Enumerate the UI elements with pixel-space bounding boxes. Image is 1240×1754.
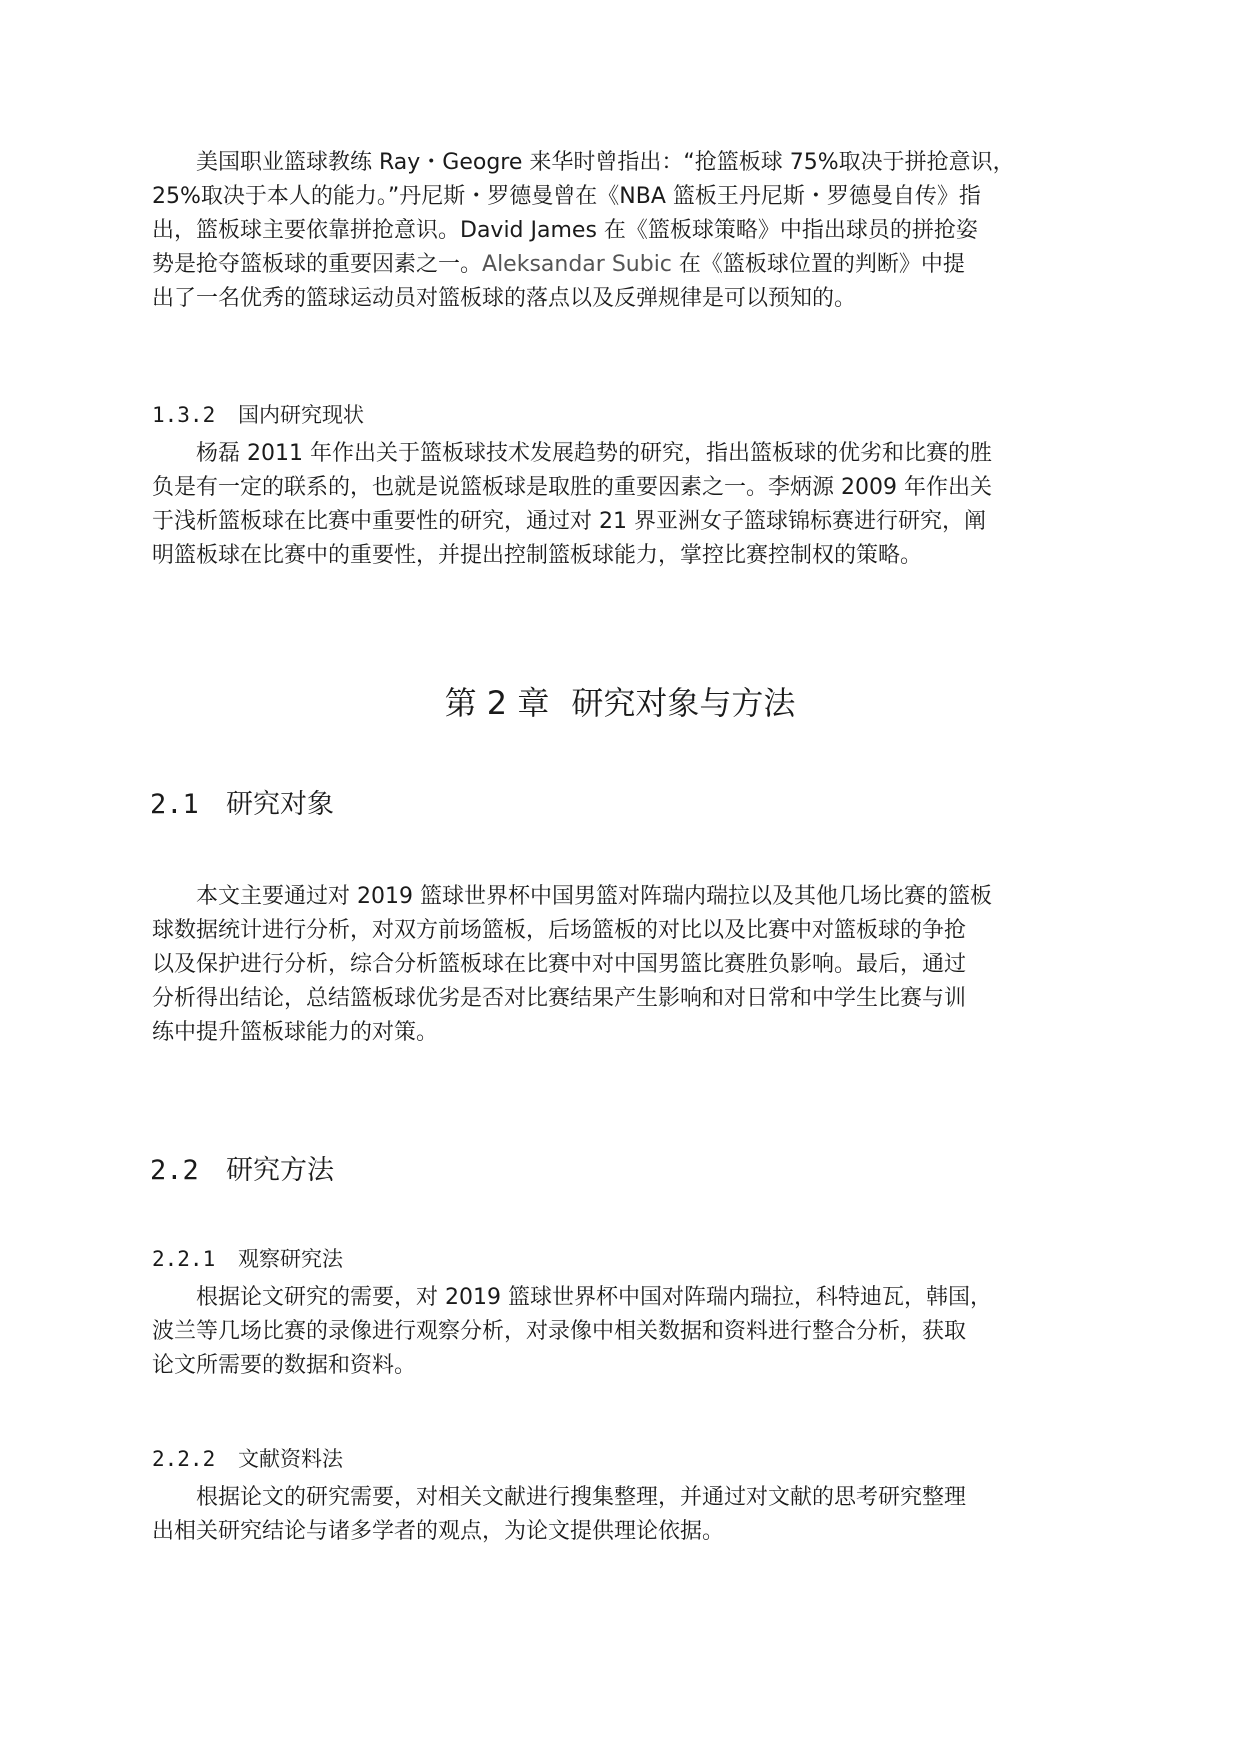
paragraph-line-part: 在《篮板球位置的判断》中提 [671,252,965,277]
section-heading-2-2-1 [152,1244,343,1274]
section-number: 2.2.1 [152,1247,216,1271]
paragraph-line: 波兰等几场比赛的录像进行观察分析，对录像中相关数据和资料进行整合分析，获取 [152,1319,967,1344]
paragraph-line: 根据论文研究的需要，对 2019 篮球世界杯中国对阵瑞内瑞拉，科特迪瓦，韩国， [196,1285,992,1310]
section-title: 研究方法 [226,1155,334,1186]
paragraph-line: 负是有一定的联系的，也就是说篮板球是取胜的重要因素之一。李炳源 2009 年作出关 [152,475,992,500]
paragraph-line: 明篮板球在比赛中的重要性，并提出控制篮板球能力，掌控比赛控制权的策略。 [152,543,923,568]
domestic-research-paragraph [152,437,1096,573]
paragraph-line: 出相关研究结论与诸多学者的观点，为论文提供理论依据。 [152,1519,725,1544]
observation-method-paragraph [152,1281,1096,1383]
section-title: 研究对象 [226,789,334,820]
paragraph-line-part: 势是抢夺篮板球的重要因素之一。 [152,252,483,277]
paragraph-line: 论文所需要的数据和资料。 [152,1353,417,1378]
section-number: 2.2.2 [152,1447,216,1471]
section-heading-2-2-2 [152,1444,343,1474]
paragraph-line [152,248,1096,282]
section-title: 观察研究法 [238,1247,343,1271]
section-title: 国内研究现状 [238,403,364,427]
paragraph-line: 美国职业篮球教练 Ray・Geogre 来华时曾指出：“抢篮板球 75%取决于拼抢意识， [196,150,1015,175]
paragraph-line: 出了一名优秀的篮球运动员对篮板球的落点以及反弹规律是可以预知的。 [152,286,857,311]
paragraph-line: 分析得出结论，总结篮板球优劣是否对比赛结果产生影响和对日常和中学生比赛与训 [152,986,967,1011]
foreign-research-paragraph [152,146,1096,316]
paragraph-line: 以及保护进行分析，综合分析篮板球在比赛中对中国男篮比赛胜负影响。最后，通过 [152,952,967,977]
literature-method-paragraph [152,1481,1096,1549]
paragraph-line: 于浅析篮板球在比赛中重要性的研究，通过对 21 界亚洲女子篮球锦标赛进行研究，阐 [152,509,986,534]
paragraph-line: 25%取决于本人的能力。”丹尼斯・罗德曼曾在《NBA 篮板王丹尼斯・罗德曼自传》指 [152,184,981,209]
paragraph-line: 球数据统计进行分析，对双方前场篮板，后场篮板的对比以及比赛中对篮板球的争抢 [152,918,967,943]
chapter-title: 研究对象与方法 [571,684,796,722]
section-heading-2-1 [150,787,334,823]
author-name: Aleksandar Subic [482,252,672,277]
paragraph-line: 根据论文的研究需要，对相关文献进行搜集整理，并通过对文献的思考研究整理 [196,1485,967,1510]
research-object-paragraph [152,880,1096,1050]
paragraph-line: 出，篮板球主要依靠拼抢意识。David James 在《篮板球策略》中指出球员的拼抢姿 [152,218,978,243]
paragraph-line: 本文主要通过对 2019 篮球世界杯中国男篮对阵瑞内瑞拉以及其他几场比赛的篮板 [196,884,992,909]
paragraph-line: 杨磊 2011 年作出关于篮板球技术发展趋势的研究，指出篮板球的优劣和比赛的胜 [196,441,992,466]
section-number: 2.2 [150,1155,199,1186]
chapter-number: 第 2 章 [444,684,550,722]
section-number: 2.1 [150,789,199,820]
section-title: 文献资料法 [238,1447,343,1471]
section-heading-2-2 [150,1153,334,1189]
section-heading-1-3-2 [152,400,364,430]
section-number: 1.3.2 [152,403,216,427]
chapter-heading [0,682,1240,724]
paragraph-line: 练中提升篮板球能力的对策。 [152,1020,439,1045]
